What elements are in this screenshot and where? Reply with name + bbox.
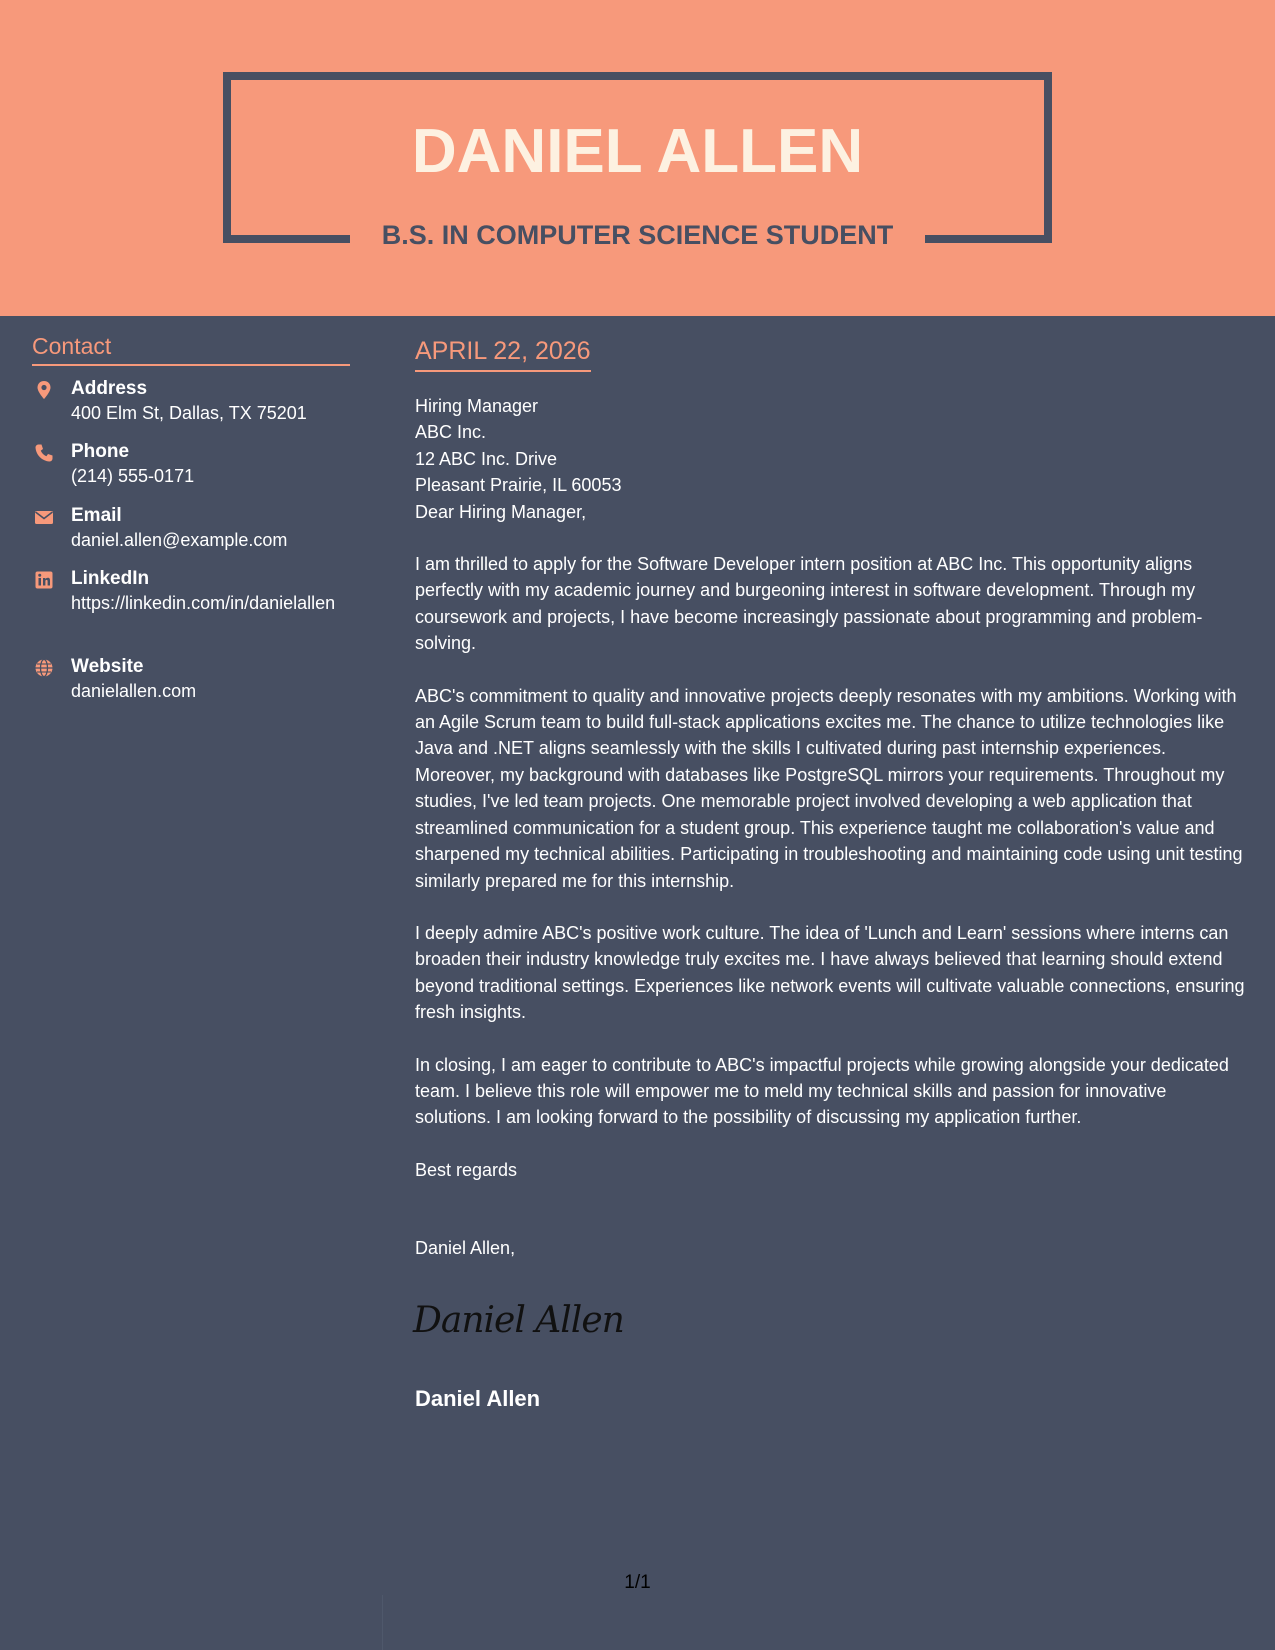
envelope-icon [34,507,54,527]
contact-value: daniel.allen@example.com [71,530,288,550]
contact-value[interactable]: https://linkedin.com/in/danielallen [71,593,336,613]
letter-body [415,393,1245,1288]
header-banner [0,0,1275,316]
recipient-line: Hiring Manager [415,396,539,416]
signoff-name: Daniel Allen, [415,1238,516,1259]
phone-icon [34,443,54,463]
map-pin-icon [34,380,54,400]
column-divider [382,1595,383,1650]
letter-paragraph: In closing, I am eager to contribute to ABC's impactful projects while growing alongside your dedicated team. I believe this role will empower me to meld my technical skills and passion for innovative solutions. I am looking forward to the possibility of discussing my application further. [415,1054,1229,1128]
frame-top-border [223,72,1052,80]
frame-left-border [223,72,231,243]
contact-label: Phone [71,441,130,462]
letter-date: APRIL 22, 2026 [415,334,591,372]
contact-label: Website [71,656,144,677]
letter-paragraph: I deeply admire ABC's positive work culture. The idea of 'Lunch and Learn' sessions where interns can broaden their industry knowledge truly excites me. I have always believed that learning should extend beyond traditional settings. Experiences like network events will cultivate valuable connections, ensuring fresh insights. [415,922,1245,1023]
printed-name: Daniel Allen [415,1386,541,1411]
contact-label: LinkedIn [71,568,150,589]
recipient-line: ABC Inc. [415,422,487,443]
contact-label: Email [71,505,122,526]
recipient-line: Pleasant Prairie, IL 60053 [415,475,622,496]
contact-heading: Contact [32,330,350,366]
closing: Best regards [415,1159,518,1180]
salutation: Dear Hiring Manager, [415,501,587,522]
globe-icon [34,658,54,678]
candidate-subtitle: B.S. IN COMPUTER SCIENCE STUDENT [381,220,894,250]
letter-paragraph: I am thrilled to apply for the Software Developer intern position at ABC Inc. This opportunity aligns perfectly with my academic journey and burgeoning interest in software development. Through my coursework and projects, I have become increasingly passionate about programming and problem-solving. [415,554,1203,654]
contact-value[interactable]: danielallen.com [71,681,197,701]
contact-value: 400 Elm St, Dallas, TX 75201 [71,403,307,423]
candidate-name: DANIEL ALLEN [411,117,864,186]
handwritten-signature: Daniel Allen [413,1300,624,1341]
frame-right-border [1044,72,1052,243]
page-number: 1/1 [624,1572,651,1593]
recipient-line: 12 ABC Inc. Drive [415,448,558,469]
linkedin-icon [34,570,54,590]
letter-paragraph: ABC's commitment to quality and innovative projects deeply resonates with my ambitions. Working with an Agile Scrum team to build full-stack applications excites me. The chance to utilize technologies like Java and .NET aligns seamlessly with the skills I cultivated during past internship experiences. Moreover, my background with databases like PostgreSQL mirrors your requirements. Throughout my studies, I've led team projects. One memorable project involved developing a web application that streamlined communication for a student group. This experience taught me collaboration's value and sharpened my technical abilities. Participating in troubleshooting and maintaining code using unit testing similarly prepared me for this internship. [415,685,1243,891]
frame-bottom-right-border [925,235,1052,243]
contact-label: Address [71,378,148,399]
contact-value: (214) 555-0171 [71,466,195,486]
frame-bottom-left-border [223,235,350,243]
